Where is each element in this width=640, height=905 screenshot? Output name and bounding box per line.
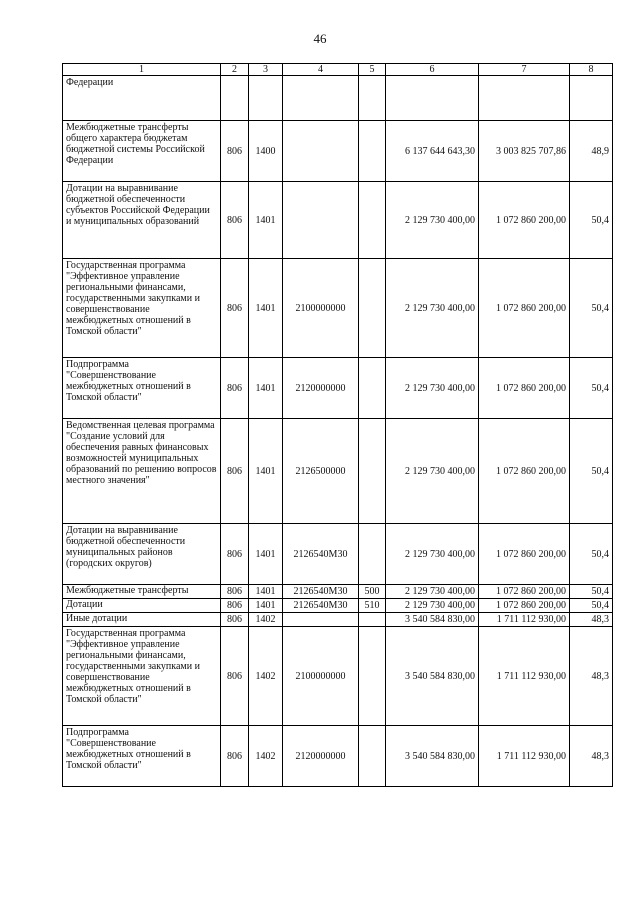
percent-cell: 48,3 <box>570 627 613 726</box>
code-cell: 806 <box>221 585 249 599</box>
code-cell: 806 <box>221 726 249 787</box>
table-row <box>63 358 613 419</box>
expense-type-cell <box>359 627 386 726</box>
expense-type-cell <box>359 613 386 627</box>
code-cell: 806 <box>221 627 249 726</box>
section-cell: 1401 <box>249 585 283 599</box>
executed-amount-cell: 1 711 112 930,00 <box>479 627 570 726</box>
plan-amount-cell: 2 129 730 400,00 <box>386 585 479 599</box>
table-row <box>63 726 613 787</box>
target-article-cell <box>283 76 359 121</box>
executed-amount-cell: 1 072 860 200,00 <box>479 358 570 419</box>
name-cell: Федерации <box>63 76 221 121</box>
percent-cell: 50,4 <box>570 585 613 599</box>
percent-cell: 50,4 <box>570 259 613 358</box>
plan-amount-cell: 2 129 730 400,00 <box>386 419 479 524</box>
expense-type-cell <box>359 419 386 524</box>
executed-amount-cell: 3 003 825 707,86 <box>479 121 570 182</box>
name-cell: Дотации <box>63 599 221 613</box>
expense-type-cell <box>359 358 386 419</box>
plan-amount-cell: 2 129 730 400,00 <box>386 599 479 613</box>
plan-amount-cell: 6 137 644 643,30 <box>386 121 479 182</box>
target-article-cell: 2126540М30 <box>283 524 359 585</box>
section-cell: 1400 <box>249 121 283 182</box>
table-row <box>63 259 613 358</box>
percent-cell: 50,4 <box>570 182 613 259</box>
percent-cell: 48,3 <box>570 613 613 627</box>
plan-amount-cell: 2 129 730 400,00 <box>386 358 479 419</box>
name-cell: Ведомственная целевая программа "Создание условий для обеспечения равных финансовых возможностей муниципальных образований по решению вопросов местного значения" <box>63 419 221 524</box>
section-cell: 1401 <box>249 419 283 524</box>
table-row <box>63 524 613 585</box>
percent-cell: 48,9 <box>570 121 613 182</box>
column-header: 1 <box>63 64 221 76</box>
plan-amount-cell: 2 129 730 400,00 <box>386 182 479 259</box>
header-row <box>63 64 613 76</box>
code-cell: 806 <box>221 599 249 613</box>
column-header: 6 <box>386 64 479 76</box>
executed-amount-cell: 1 072 860 200,00 <box>479 524 570 585</box>
section-cell: 1402 <box>249 726 283 787</box>
name-cell: Дотации на выравнивание бюджетной обеспеченности муниципальных районов (городских округов) <box>63 524 221 585</box>
code-cell: 806 <box>221 121 249 182</box>
code-cell <box>221 76 249 121</box>
expense-type-cell <box>359 121 386 182</box>
name-cell: Дотации на выравнивание бюджетной обеспеченности субъектов Российской Федерации и муниципальных образований <box>63 182 221 259</box>
name-cell: Межбюджетные трансферты общего характера бюджетам бюджетной системы Российской Федерации <box>63 121 221 182</box>
expense-type-cell <box>359 182 386 259</box>
target-article-cell <box>283 613 359 627</box>
target-article-cell <box>283 182 359 259</box>
section-cell <box>249 76 283 121</box>
plan-amount-cell: 2 129 730 400,00 <box>386 524 479 585</box>
column-header: 8 <box>570 64 613 76</box>
percent-cell: 50,4 <box>570 599 613 613</box>
target-article-cell: 2120000000 <box>283 358 359 419</box>
executed-amount-cell: 1 711 112 930,00 <box>479 726 570 787</box>
table-row <box>63 121 613 182</box>
column-header: 2 <box>221 64 249 76</box>
executed-amount-cell: 1 072 860 200,00 <box>479 259 570 358</box>
name-cell: Государственная программа "Эффективное управление региональными финансами, государственными закупками и совершенствование межбюджетных отношений в Томской области" <box>63 259 221 358</box>
budget-table <box>62 63 613 787</box>
section-cell: 1401 <box>249 182 283 259</box>
target-article-cell: 2126540М30 <box>283 585 359 599</box>
expense-type-cell <box>359 726 386 787</box>
table-row <box>63 613 613 627</box>
table-row <box>63 182 613 259</box>
name-cell: Подпрограмма "Совершенствование межбюджетных отношений в Томской области" <box>63 358 221 419</box>
percent-cell: 50,4 <box>570 419 613 524</box>
name-cell: Подпрограмма "Совершенствование межбюджетных отношений в Томской области" <box>63 726 221 787</box>
target-article-cell: 2126500000 <box>283 419 359 524</box>
table-body <box>63 64 613 787</box>
section-cell: 1402 <box>249 627 283 726</box>
code-cell: 806 <box>221 419 249 524</box>
executed-amount-cell: 1 072 860 200,00 <box>479 182 570 259</box>
column-header: 5 <box>359 64 386 76</box>
plan-amount-cell: 3 540 584 830,00 <box>386 613 479 627</box>
percent-cell: 50,4 <box>570 524 613 585</box>
target-article-cell: 2120000000 <box>283 726 359 787</box>
column-header: 7 <box>479 64 570 76</box>
percent-cell: 50,4 <box>570 358 613 419</box>
table-row <box>63 76 613 121</box>
expense-type-cell <box>359 76 386 121</box>
section-cell: 1401 <box>249 599 283 613</box>
target-article-cell: 2100000000 <box>283 259 359 358</box>
name-cell: Иные дотации <box>63 613 221 627</box>
executed-amount-cell: 1 711 112 930,00 <box>479 613 570 627</box>
expense-type-cell: 500 <box>359 585 386 599</box>
expense-type-cell: 510 <box>359 599 386 613</box>
plan-amount-cell: 3 540 584 830,00 <box>386 726 479 787</box>
code-cell: 806 <box>221 259 249 358</box>
section-cell: 1402 <box>249 613 283 627</box>
table-row <box>63 419 613 524</box>
table-row <box>63 585 613 599</box>
name-cell: Государственная программа "Эффективное управление региональными финансами, государственными закупками и совершенствование межбюджетных отношений в Томской области" <box>63 627 221 726</box>
percent-cell: 48,3 <box>570 726 613 787</box>
section-cell: 1401 <box>249 259 283 358</box>
code-cell: 806 <box>221 613 249 627</box>
executed-amount-cell <box>479 76 570 121</box>
target-article-cell: 2126540М30 <box>283 599 359 613</box>
executed-amount-cell: 1 072 860 200,00 <box>479 419 570 524</box>
expense-type-cell <box>359 524 386 585</box>
plan-amount-cell: 2 129 730 400,00 <box>386 259 479 358</box>
table-row <box>63 627 613 726</box>
executed-amount-cell: 1 072 860 200,00 <box>479 585 570 599</box>
section-cell: 1401 <box>249 358 283 419</box>
target-article-cell <box>283 121 359 182</box>
page-number: 46 <box>313 31 327 46</box>
plan-amount-cell <box>386 76 479 121</box>
name-cell: Межбюджетные трансферты <box>63 585 221 599</box>
percent-cell <box>570 76 613 121</box>
code-cell: 806 <box>221 524 249 585</box>
table-row <box>63 599 613 613</box>
executed-amount-cell: 1 072 860 200,00 <box>479 599 570 613</box>
code-cell: 806 <box>221 358 249 419</box>
column-header: 4 <box>283 64 359 76</box>
target-article-cell: 2100000000 <box>283 627 359 726</box>
code-cell: 806 <box>221 182 249 259</box>
section-cell: 1401 <box>249 524 283 585</box>
expense-type-cell <box>359 259 386 358</box>
plan-amount-cell: 3 540 584 830,00 <box>386 627 479 726</box>
column-header: 3 <box>249 64 283 76</box>
